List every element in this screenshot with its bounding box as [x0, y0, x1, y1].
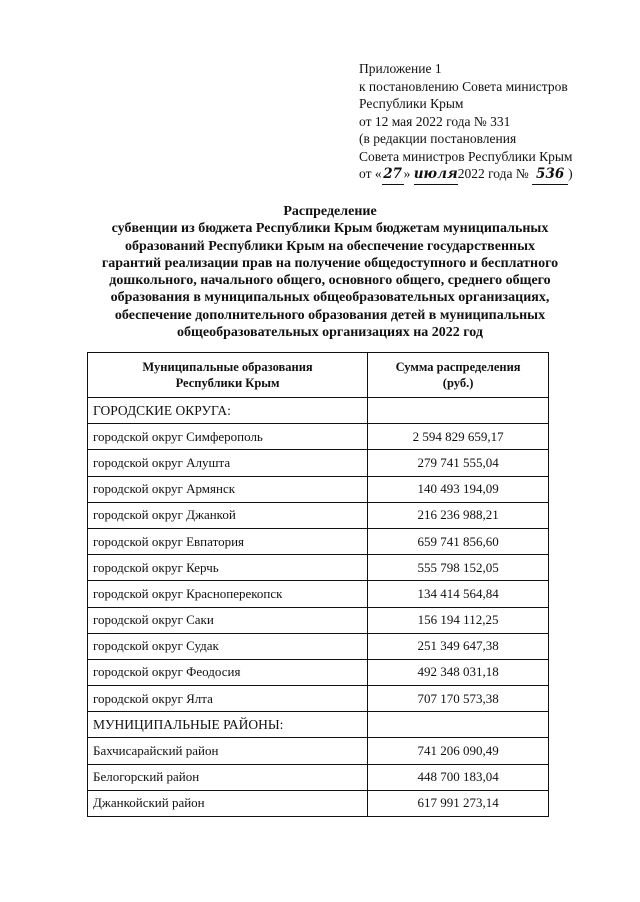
title-line: обеспечение дополнительного образования детей в муниципальных [114, 307, 546, 323]
table-row [88, 738, 549, 764]
municipality-name: Бахчисарайский район [88, 738, 368, 764]
appendix-date-line [359, 165, 629, 185]
section-row [88, 712, 549, 738]
handwritten-month: июля [414, 166, 458, 185]
amount-cell: 555 798 152,05 [368, 555, 549, 581]
header-municipality [88, 353, 368, 398]
table-row [88, 581, 549, 607]
title-heading: Распределение [283, 204, 377, 219]
appendix-block [359, 60, 629, 185]
amount-cell: 140 493 194,09 [368, 476, 549, 502]
amount-cell: 492 348 031,18 [368, 659, 549, 685]
title-line: гарантий реализации прав на получение общедоступного и бесплатного [101, 255, 559, 271]
section-title: ГОРОДСКИЕ ОКРУГА: [88, 398, 368, 424]
title-line: субвенции из бюджета Республики Крым бюджетам муниципальных [111, 221, 549, 237]
table-row [88, 790, 549, 816]
header-text: Республики Крым [175, 376, 280, 390]
section-title: МУНИЦИПАЛЬНЫЕ РАЙОНЫ: [88, 712, 368, 738]
header-sum [368, 353, 549, 398]
header-text: Муниципальные образования [142, 360, 313, 374]
amount-cell: 251 349 647,38 [368, 633, 549, 659]
section-row [88, 398, 549, 424]
header-text: (руб.) [442, 376, 474, 390]
document-title [70, 203, 590, 341]
appendix-line: (в редакции постановления [359, 131, 517, 146]
appendix-line: Приложение 1 [359, 61, 442, 76]
amount-cell: 279 741 555,04 [368, 450, 549, 476]
municipality-name: городской округ Евпатория [88, 528, 368, 554]
amount-cell: 448 700 183,04 [368, 764, 549, 790]
table-row [88, 555, 549, 581]
municipality-name: городской округ Саки [88, 607, 368, 633]
municipality-name: городской округ Армянск [88, 476, 368, 502]
table-header-row [88, 353, 549, 398]
title-line: дошкольного, начального общего, основного общего, среднего общего [109, 273, 551, 289]
appendix-line: к постановлению Совета министров [359, 78, 568, 94]
date-suffix: ) [568, 166, 573, 181]
municipality-name: городской округ Керчь [88, 555, 368, 581]
table-row [88, 686, 549, 712]
appendix-line: от 12 мая 2022 года № 331 [359, 113, 511, 129]
municipality-name: городской округ Судак [88, 633, 368, 659]
table-row [88, 450, 549, 476]
appendix-line: Совета министров Республики Крым [359, 148, 573, 164]
municipality-name: городской округ Джанкой [88, 502, 368, 528]
empty-cell [368, 398, 549, 424]
table-row [88, 659, 549, 685]
municipality-name: Джанкойский район [88, 790, 368, 816]
municipality-name: городской округ Феодосия [88, 659, 368, 685]
amount-cell: 2 594 829 659,17 [368, 424, 549, 450]
amount-cell: 156 194 112,25 [368, 607, 549, 633]
table-row [88, 764, 549, 790]
amount-cell: 659 741 856,60 [368, 528, 549, 554]
table-row [88, 502, 549, 528]
empty-cell [368, 712, 549, 738]
municipality-name: городской округ Симферополь [88, 424, 368, 450]
municipality-name: Белогорский район [88, 764, 368, 790]
amount-cell: 134 414 564,84 [368, 581, 549, 607]
handwritten-day: 27 [382, 166, 404, 185]
amount-cell: 707 170 573,38 [368, 686, 549, 712]
title-line: образования в муниципальных общеобразовательных организациях, [110, 290, 550, 306]
amount-cell: 617 991 273,14 [368, 790, 549, 816]
title-line: образований Республики Крым на обеспечение государственных [124, 238, 536, 254]
amount-cell: 216 236 988,21 [368, 502, 549, 528]
appendix-line: Республики Крым [359, 96, 464, 111]
table-row [88, 607, 549, 633]
table-row [88, 633, 549, 659]
table-row [88, 528, 549, 554]
table-row [88, 476, 549, 502]
handwritten-number: 536 [532, 166, 568, 185]
distribution-table [87, 352, 549, 817]
municipality-name: городской округ Алушта [88, 450, 368, 476]
date-mid: » [403, 166, 414, 181]
title-line: общеобразовательных организациях на 2022 год [177, 325, 483, 341]
amount-cell: 741 206 090,49 [368, 738, 549, 764]
header-text: Сумма распределения [395, 360, 521, 374]
municipality-name: городской округ Ялта [88, 686, 368, 712]
date-prefix: от « [359, 166, 382, 181]
municipality-name: городской округ Красноперекопск [88, 581, 368, 607]
date-year: 2022 года № [457, 166, 529, 181]
table-row [88, 424, 549, 450]
